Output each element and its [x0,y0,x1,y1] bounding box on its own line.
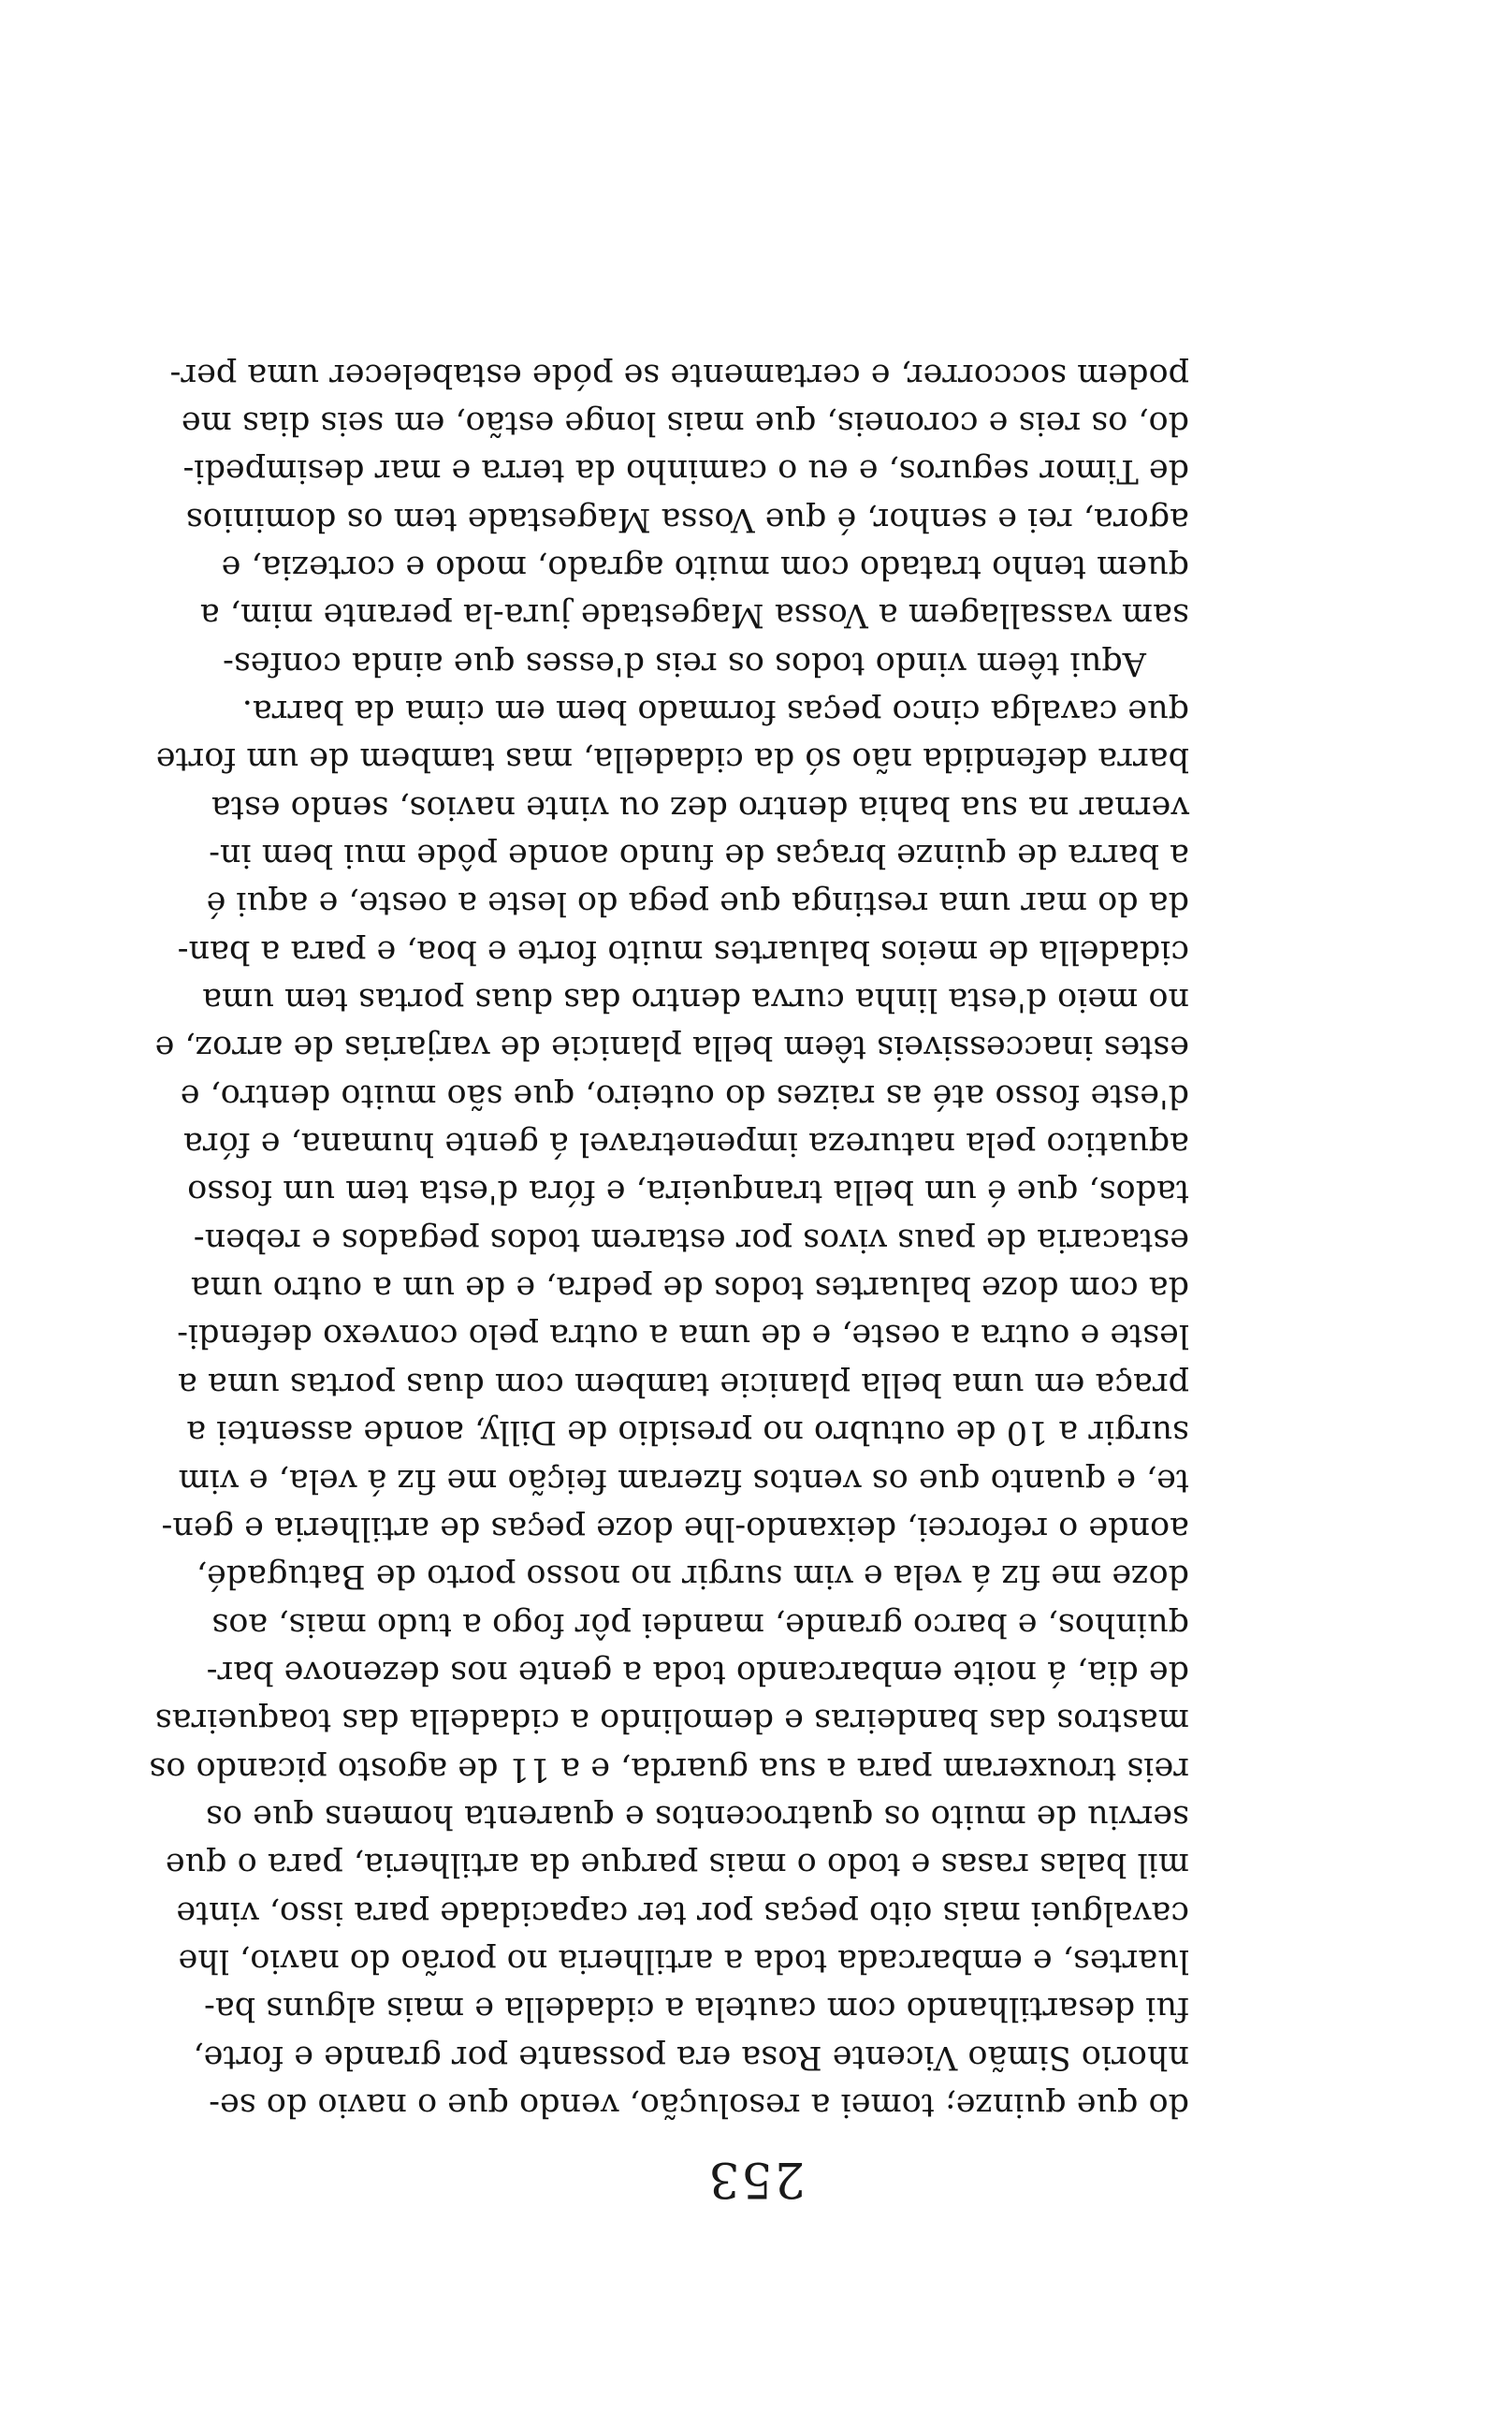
text-line: da do mar uma restinga que pega do leste a oeste, e aqui é [206,884,1189,923]
text-line: fui desartilhando com cautela a cidadella e mais alguns ba- [204,1990,1189,2028]
text-line: cavalguei mais oito peças por ter capacidade para isso, vinte [176,1893,1189,1932]
text-line: estacaria de paus vivos por estarem todos pegados e reben- [193,1220,1189,1259]
text-line: surgir a 10 de outubro no presidio de Dilly, aonde assentei a [186,1413,1189,1452]
page-number: 253 [706,2151,806,2207]
text-line: do que quinze; tomei a resolução, vendo que o navio do se- [209,2086,1189,2124]
text-line: vernar na sua bahia dentro dez ou vinte navios, sendo esta [211,788,1189,826]
text-line: tados, que é um bella tranqueira, e fóra d'esta tem um fosso [187,1173,1189,1211]
text-line: a barra de quinze braças de fundo aonde pôde mui bem in- [209,837,1189,875]
text-line: praça em uma bella planicie tambem com duas portas uma a [178,1365,1189,1403]
text-line: mil balas rasas e todo o mais parque da artilheria, para o que [165,1846,1189,1884]
text-line: d'este fosso até as raizes do outeiro, que são muito dentro, e [180,1076,1189,1115]
text-line: serviu de muito os quatrocentos e quarenta homens que os [205,1797,1189,1835]
text-line: podem soccorrer, e certamente se póde estabelecer uma per- [169,356,1189,394]
text-line: Aqui têem vindo todos os reis d'esses que ainda confes- [223,644,1146,682]
text-line: estes inaccessiveis têem bella planicie de varjarias de arroz, e [154,1029,1189,1067]
text-line: aonde o reforcei, deixando-lhe doze peças de artilheria e gen- [161,1509,1189,1547]
text-line: que cavalga cinco peças formado bem em cima da barra. [241,693,1189,731]
text-line: reis trouxeram para a sua guarda, e a 11 de agosto picando os [149,1749,1189,1788]
text-line: agora, rei e senhor, é que Vossa Magestade tem os dominios [185,500,1189,538]
text-line: barra defendida não só da cidadella, mas tambem de um forte [155,740,1189,779]
text-line: quinhos, e barco grande, mandei pôr fogo a tudo mais, aos [211,1605,1189,1644]
text-line: do, os reis e coroneis, que mais longe estão, em seis dias me [181,403,1189,442]
text-line: mastros das bandeiras e demolindo a cidadella das toaqueiras [154,1702,1189,1740]
text-line: cidadella de meios baluartes muito forte e boa, e para a ban- [177,932,1189,971]
text-line: quem tenho tratado com muito agrado, modo e cortezia, e [221,548,1189,586]
text-line: aquatico pela natureza impenetravel á gente humana, e fóra [183,1125,1189,1163]
text-line: de dia, á noite embarcando toda a gente nos dezenove bar- [206,1653,1189,1691]
text-line: sam vassallagem a Vossa Magestade jura-la perante mim, a [199,596,1189,635]
body-text [149,350,1189,2128]
text-line: da com doze baluartes todos de pedra, e de um a outro uma [190,1269,1189,1308]
text-line: nhorio Simão Vicente Rosa era possante por grande e forte, [193,2038,1189,2076]
text-line: doze me fiz á vela e vim surgir no nosso porto de Batugadé, [196,1557,1189,1596]
text-line: de Timor seguros, e eu o caminho da terra e mar desimpedi- [182,452,1189,490]
text-line: luartes, e embarcada toda a artilheria no porão do navio, lhe [178,1941,1189,1980]
text-line: te, e quanto que os ventos fizeram feição me fiz á vela, e vim [178,1461,1189,1499]
text-line: no meio d'esta linha curva dentro das duas portas tem uma [202,981,1189,1019]
text-line: leste e outra a oeste, e de uma a outra pelo convexo defendi- [177,1317,1189,1355]
